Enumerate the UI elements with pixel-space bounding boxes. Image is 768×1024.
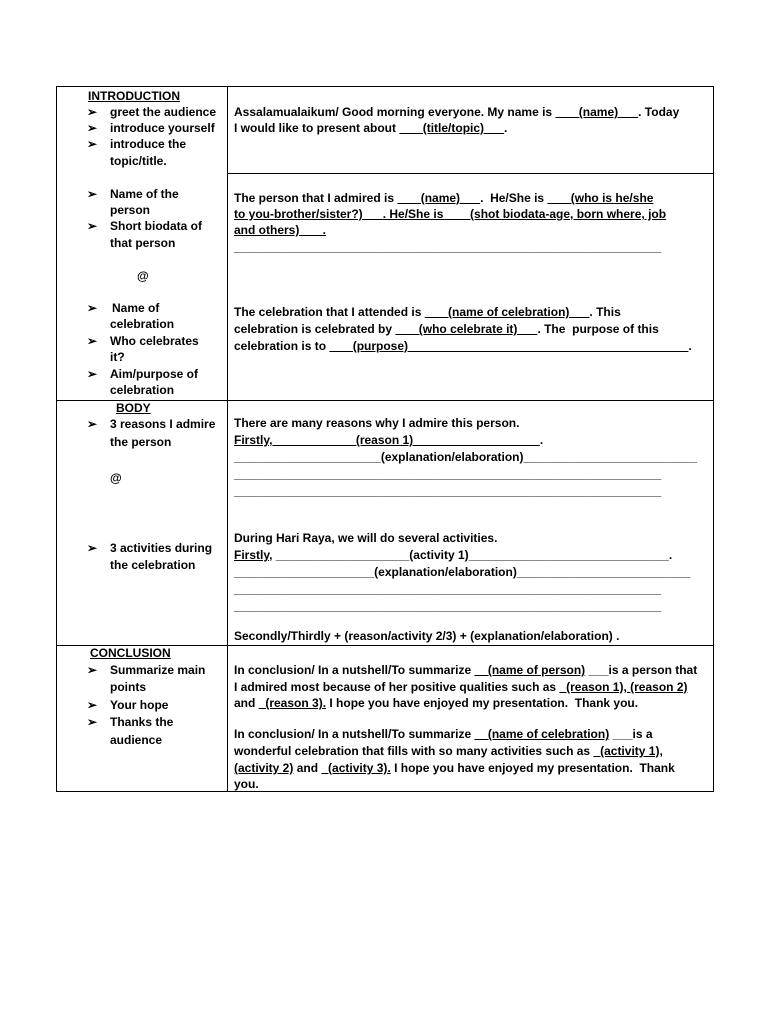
intro-separator: @ bbox=[137, 269, 149, 283]
bullet-arrow-icon: ➢ bbox=[87, 663, 98, 677]
column-divider bbox=[227, 87, 228, 791]
blank-line: ________________________________________________________________ bbox=[234, 599, 662, 613]
bullet-arrow-icon: ➢ bbox=[87, 121, 98, 135]
bullet-arrow-icon: ➢ bbox=[87, 334, 98, 348]
intro-paragraph-greeting: Assalamualaikum/ Good morning everyone. My name is (name) . Today bbox=[234, 105, 680, 119]
conclusion-item: Your hope bbox=[110, 698, 169, 712]
intro-paragraph-person: to you-brother/sister?) . He/She is (shot biodata-age, born where, job bbox=[234, 207, 667, 221]
conclusion-paragraph-person: I admired most because of her positive qualities such as _(reason 1), (reason 2) bbox=[234, 680, 688, 694]
intro-paragraph-person: The person that I admired is (name) . He/She is (who is he/she bbox=[234, 191, 654, 205]
bullet-arrow-icon: ➢ bbox=[87, 417, 98, 431]
intro-paragraph-celebration: celebration is to (purpose)__________________________________________. bbox=[234, 339, 692, 353]
intro-heading: INTRODUCTION bbox=[88, 89, 180, 103]
bullet-arrow-icon: ➢ bbox=[87, 137, 98, 151]
intro-item: introduce yourself bbox=[110, 121, 215, 135]
body-reasons-intro: There are many reasons why I admire this person. bbox=[234, 416, 520, 430]
intro-item: Short biodata of bbox=[110, 219, 202, 233]
intro-item: that person bbox=[110, 236, 176, 250]
row-divider-intro-1 bbox=[227, 173, 714, 174]
body-item: 3 activities during bbox=[110, 541, 213, 555]
conclusion-item: Summarize main bbox=[110, 663, 206, 677]
intro-item: celebration bbox=[110, 317, 175, 331]
intro-item: Name of bbox=[112, 301, 160, 315]
body-closing: Secondly/Thirdly + (reason/activity 2/3) + (explanation/elaboration) . bbox=[234, 629, 620, 643]
intro-item: Name of the bbox=[110, 187, 179, 201]
intro-item: it? bbox=[110, 350, 125, 364]
intro-paragraph-celebration: The celebration that I attended is (name of celebration) . This bbox=[234, 305, 621, 319]
bullet-arrow-icon: ➢ bbox=[87, 105, 98, 119]
bullet-arrow-icon: ➢ bbox=[87, 367, 98, 381]
body-separator: @ bbox=[110, 471, 122, 485]
blank-line: ________________________________________________________________ bbox=[234, 467, 662, 481]
blank-line: ________________________________________________________________ bbox=[234, 240, 662, 254]
intro-paragraph-celebration: celebration is celebrated by (who celebrate it) . The purpose of this bbox=[234, 322, 659, 336]
body-reasons-line: Firstly, (reason 1) . bbox=[234, 433, 544, 447]
blank-line: ______________________(explanation/elaboration)__________________________ bbox=[234, 450, 698, 464]
intro-paragraph-person: and others) . bbox=[234, 223, 327, 237]
body-item: the celebration bbox=[110, 558, 196, 572]
bullet-arrow-icon: ➢ bbox=[87, 219, 98, 233]
bullet-arrow-icon: ➢ bbox=[87, 698, 98, 712]
body-activities-intro: During Hari Raya, we will do several activities. bbox=[234, 531, 498, 545]
intro-paragraph-greeting: I would like to present about (title/topic) . bbox=[234, 121, 508, 135]
body-heading: BODY bbox=[116, 401, 151, 415]
intro-item: celebration bbox=[110, 383, 175, 397]
body-item: 3 reasons I admire bbox=[110, 417, 216, 431]
bullet-arrow-icon: ➢ bbox=[87, 541, 98, 555]
row-divider-body bbox=[57, 400, 714, 401]
conclusion-item: Thanks the bbox=[110, 715, 174, 729]
body-activities-line: Firstly, ____________________(activity 1)______________________________. bbox=[234, 548, 673, 562]
bullet-arrow-icon: ➢ bbox=[87, 715, 98, 729]
intro-item: person bbox=[110, 203, 151, 217]
conclusion-paragraph-celebration: (activity 2) and (activity 3). I hope you have enjoyed my presentation. Thank bbox=[234, 761, 675, 775]
intro-item: topic/title. bbox=[110, 154, 167, 168]
intro-item: greet the audience bbox=[110, 105, 217, 119]
conclusion-paragraph-person: In conclusion/ In a nutshell/To summarize __(name of person) ___is a person that bbox=[234, 663, 698, 677]
conclusion-paragraph-person: and (reason 3). I hope you have enjoyed my presentation. Thank you. bbox=[234, 696, 639, 710]
blank-line: ________________________________________________________________ bbox=[234, 582, 662, 596]
bullet-arrow-icon: ➢ bbox=[87, 301, 98, 315]
bullet-arrow-icon: ➢ bbox=[87, 187, 98, 201]
blank-line: _____________________(explanation/elaboration)__________________________ bbox=[234, 565, 691, 579]
conclusion-paragraph-celebration: wonderful celebration that fills with so many activities such as _(activity 1), bbox=[234, 744, 663, 758]
conclusion-heading: CONCLUSION bbox=[90, 646, 171, 660]
conclusion-item: audience bbox=[110, 733, 163, 747]
conclusion-paragraph-celebration: In conclusion/ In a nutshell/To summarize __(name of celebration) ___is a bbox=[234, 727, 653, 741]
blank-line: ________________________________________________________________ bbox=[234, 484, 662, 498]
body-item: the person bbox=[110, 435, 172, 449]
intro-item: Aim/purpose of bbox=[110, 367, 199, 381]
intro-item: introduce the bbox=[110, 137, 187, 151]
conclusion-item: points bbox=[110, 680, 146, 694]
conclusion-paragraph-celebration: you. bbox=[234, 777, 259, 791]
intro-item: Who celebrates bbox=[110, 334, 199, 348]
